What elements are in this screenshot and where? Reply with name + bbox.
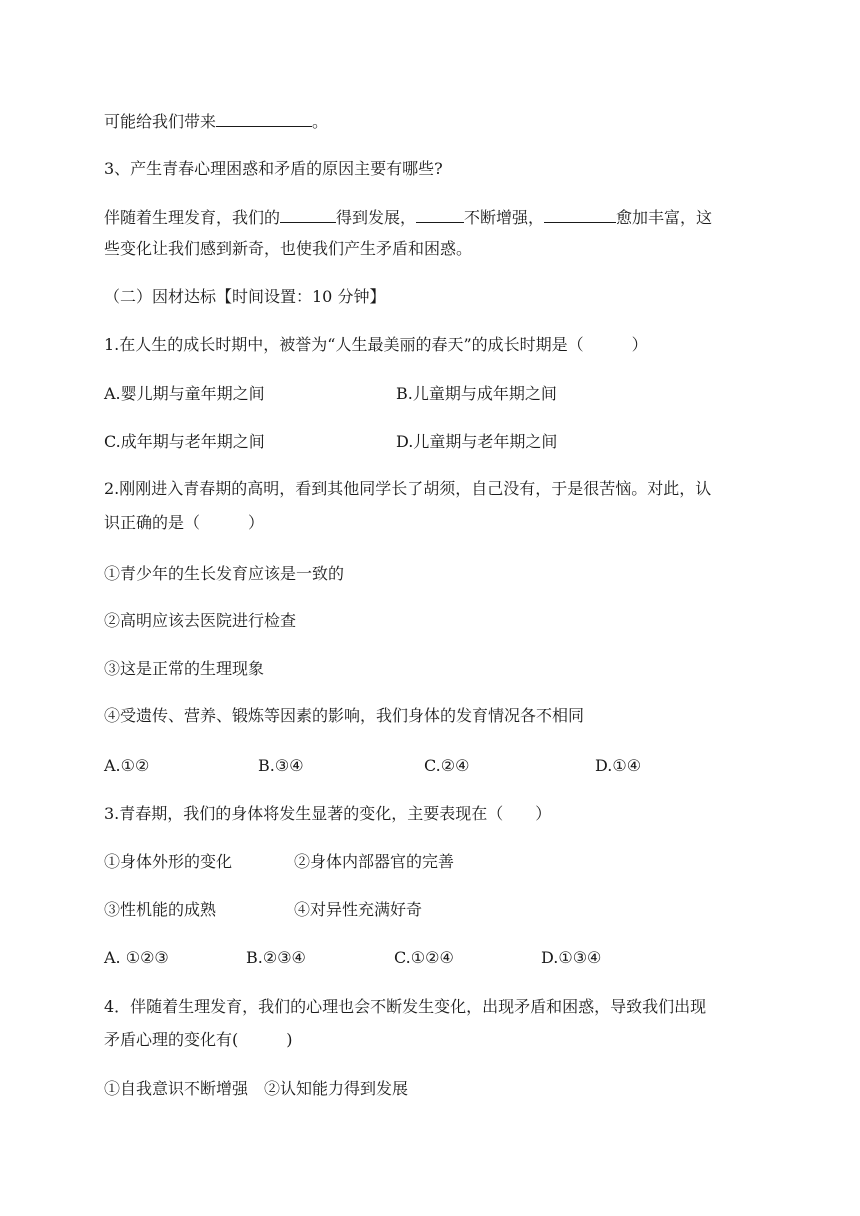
question-stem: 识正确的是（ ） [104, 513, 265, 532]
option-c: C.成年期与老年期之间 [104, 432, 265, 451]
answer-blank [544, 206, 616, 223]
fill-text: 得到发展， [336, 208, 417, 227]
statement-item: ①身体外形的变化 [104, 852, 233, 871]
option-d: D.儿童期与老年期之间 [396, 432, 558, 451]
option-b: B.儿童期与成年期之间 [396, 384, 557, 403]
paragraph-line: 些变化让我们感到新奇，也使我们产生矛盾和困惑。 [104, 239, 473, 258]
option-a: A.①② [104, 756, 150, 775]
question-stem: 2.刚刚进入青春期的高明，看到其他同学长了胡须，自己没有，于是很苦恼。对此，认 [104, 479, 712, 498]
option-d: D.①④ [595, 756, 642, 775]
question-heading: 3、产生青春心理困惑和矛盾的原因主要有哪些? [104, 159, 443, 178]
statement-item: ②身体内部器官的完善 [294, 852, 455, 871]
option-c: C.①②④ [394, 948, 454, 967]
option-a: A.婴儿期与童年期之间 [104, 384, 265, 403]
option-c: C.②④ [424, 756, 470, 775]
statement-item: ④受遗传、营养、锻炼等因素的影响，我们身体的发育情况各不相同 [104, 706, 585, 725]
answer-blank [416, 206, 464, 223]
statement-item: ①青少年的生长发育应该是一致的 [104, 564, 345, 583]
statement-item: ②高明应该去医院进行检查 [104, 611, 297, 630]
fill-text: 愈加丰富，这 [616, 208, 713, 227]
statement-item: ④对异性充满好奇 [294, 900, 423, 919]
answer-blank [280, 206, 336, 223]
option-b: B.③④ [258, 756, 304, 775]
option-a: A. ①②③ [104, 948, 169, 967]
statement-item: ①自我意识不断增强 ②认知能力得到发展 [104, 1079, 409, 1098]
fill-blank-line [104, 206, 712, 229]
question-stem: 矛盾心理的变化有( ) [104, 1030, 293, 1049]
question-stem: 1.在人生的成长时期中，被誉为“人生最美丽的春天”的成长时期是（ ） [104, 335, 648, 354]
answer-blank [216, 110, 312, 127]
statement-item: ③性机能的成熟 [104, 900, 217, 919]
section-title: （二）因材达标【时间设置：10 分钟】 [104, 287, 386, 306]
statement-item: ③这是正常的生理现象 [104, 659, 265, 678]
fill-blank-line [104, 110, 328, 133]
fill-text: 不断增强， [464, 208, 545, 227]
fill-text: 。 [312, 112, 329, 131]
option-b: B.②③④ [246, 948, 306, 967]
question-stem: 3.青春期，我们的身体将发生显著的变化，主要表现在（ ） [104, 804, 552, 823]
option-d: D.①③④ [541, 948, 602, 967]
fill-text: 可能给我们带来 [104, 112, 217, 131]
question-stem: 4．伴随着生理发育，我们的心理也会不断发生变化，出现矛盾和困惑，导致我们出现 [104, 997, 707, 1016]
fill-text: 伴随着生理发育，我们的 [104, 208, 281, 227]
